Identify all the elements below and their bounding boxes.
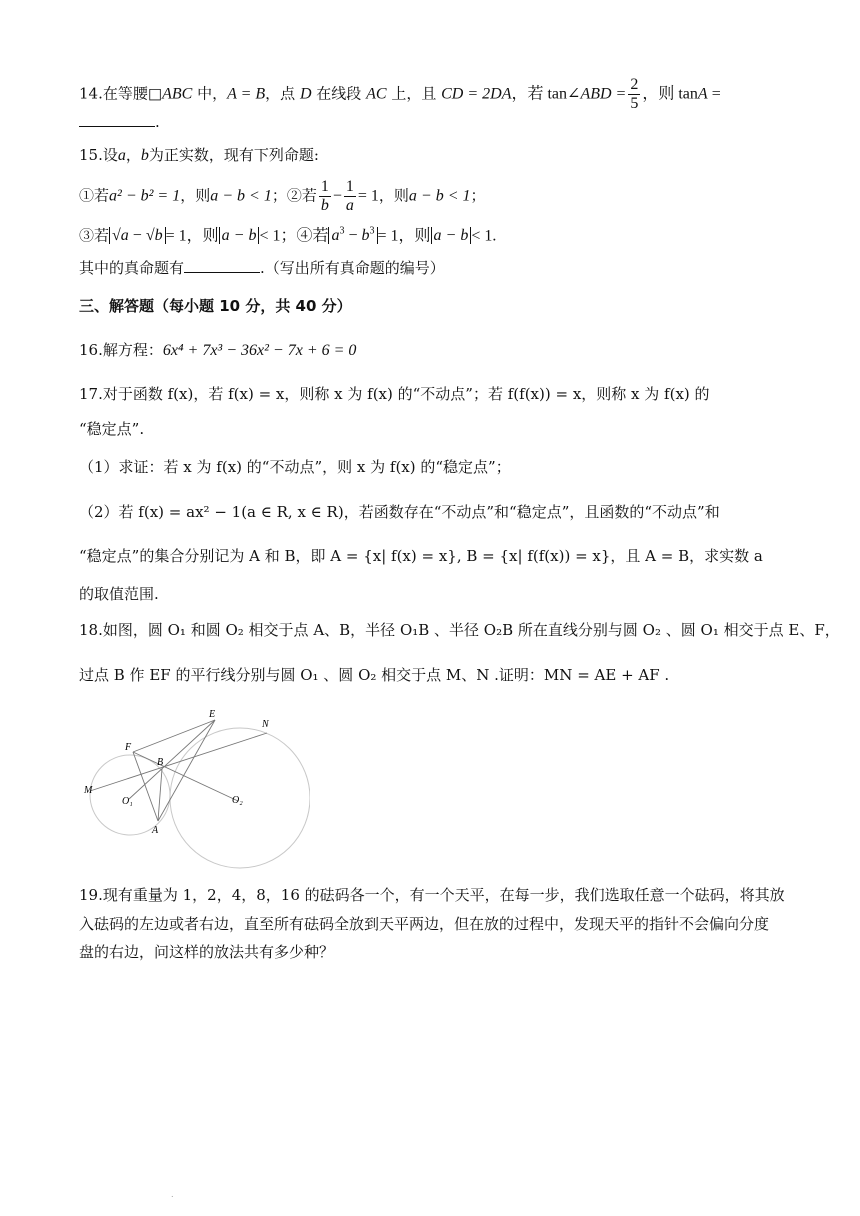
q15-text: ；②若: [271, 186, 317, 205]
q14-text: =: [707, 85, 721, 103]
line-ab: [158, 769, 162, 821]
question-16: [79, 340, 800, 361]
q15-text: < 1；④若: [259, 227, 329, 245]
label-n: N: [262, 719, 269, 730]
q15-math: a² − b² = 1: [109, 187, 181, 205]
q15-text: ①若: [79, 186, 110, 205]
q15-text: = 1，则: [377, 227, 431, 245]
q15-math: a − b < 1: [210, 187, 272, 205]
line-mn: [90, 733, 267, 791]
q14-point-d: D: [299, 85, 312, 103]
q15-text: ③若: [79, 226, 110, 245]
q15-text: 其中的真命题有: [79, 259, 185, 277]
q14-frac-num: 2: [630, 76, 639, 93]
line-fe: [133, 720, 215, 752]
q17-line: 的取值范围.: [79, 585, 159, 603]
geometry-figure: [80, 705, 310, 870]
q14-text: 在等腰: [102, 84, 148, 103]
q15-text: = 1，则: [165, 227, 219, 245]
label-b: B: [157, 757, 164, 768]
label-f: F: [125, 742, 132, 753]
q14-angle: ABD =: [580, 85, 627, 103]
answer-blank[interactable]: [79, 112, 155, 127]
q15-text: .（写出所有真命题的编号）: [260, 259, 445, 277]
q15-text: < 1.: [471, 227, 497, 245]
q15-ask: [79, 258, 800, 278]
section-heading: 三、解答题（每小题 10 分，共 40 分）: [79, 297, 352, 315]
q14-number: 14.: [79, 84, 103, 103]
q15-text: 15.设: [79, 146, 118, 164]
q14-box-glyph: □: [147, 84, 163, 103]
q17-part-2: （2）若 f(x) = ax² − 1(a ∈ R, x ∈ R)，若函数存在“不动点”和“稳定点”，且函数的“不动点”和: [79, 503, 720, 521]
q15-var: b: [140, 147, 149, 164]
q14-frac-den: 5: [630, 95, 639, 112]
q15-text: ；: [470, 186, 486, 205]
q15-abs-sqrt: √a − √b: [109, 227, 166, 244]
q14-fraction: [628, 76, 640, 113]
q14-text: 中，: [197, 84, 228, 103]
q15-abs-cube: $a^3 - b^3$: [328, 227, 377, 244]
answer-blank[interactable]: [184, 258, 260, 273]
q15-text: ，: [125, 146, 141, 164]
q19-line: 盘的右边，问这样的放法共有多少种？: [79, 943, 335, 961]
question-18: 18.如图，圆 O₁ 和圆 O₂ 相交于点 A、B，半径 O₁B 、半径 O₂B 所在直线分别与圆 O₂ 、圆 O₁ 相交于点 E、F，: [79, 621, 840, 639]
question-14: [79, 76, 800, 113]
q14-text: ，若 tan∠: [511, 85, 581, 103]
q14-triangle: ABC: [162, 85, 193, 103]
q14-answer-line: [79, 112, 800, 132]
q15-math: = 1: [357, 187, 379, 205]
frac-num: 1: [320, 178, 329, 195]
question-17: 17.对于函数 f(x)，若 f(x) = x，则称 x 为 f(x) 的“不动点”；若 f(f(x)) = x，则称 x 为 f(x) 的: [79, 385, 710, 403]
q17-line: “稳定点”.: [79, 420, 145, 438]
question-19: 19.现有重量为 1，2，4，8，16 的砝码各一个，有一个天平，在每一步，我们选取任意一个砝码，将其放: [79, 886, 785, 904]
q18-line: 过点 B 作 EF 的平行线分别与圆 O₁ 、圆 O₂ 相交于点 M、N .证明：MN = AE + AF .: [79, 666, 670, 684]
q15-fraction-2: [344, 178, 356, 215]
question-15: [79, 145, 800, 166]
q16-equation: 6x⁴ + 7x³ − 36x² − 7x + 6 = 0: [162, 342, 357, 359]
q14-end: .: [155, 113, 160, 131]
q15-math: a − b < 1: [408, 187, 471, 205]
label-m: M: [84, 785, 93, 796]
q15-propositions-3-4: [79, 222, 800, 246]
q15-text: 为正实数，现有下列命题:: [148, 146, 319, 164]
line-ea: [158, 720, 215, 821]
q15-abs-diff: a − b: [431, 227, 472, 244]
q15-text: ，则: [180, 186, 211, 205]
q15-abs-diff: a − b: [219, 227, 260, 244]
q14-condition: A = B: [227, 85, 266, 103]
q19-line: 入砝码的左边或者右边，直至所有砝码全放到天平两边，但在放的过程中，发现天平的指针不会偏向分度: [79, 915, 770, 933]
label-e: E: [209, 709, 216, 720]
q16-label: 16.解方程：: [79, 341, 163, 359]
label-o1: O₁: [122, 796, 133, 807]
q14-text: ，点: [265, 84, 296, 103]
label-a: A: [152, 825, 159, 836]
frac-den: a: [345, 197, 354, 214]
frac-den: b: [320, 197, 329, 214]
q14-text: 上，且: [391, 84, 437, 103]
label-o2: O₂: [232, 795, 243, 806]
q15-propositions-1-2: ①若a² − b² = 1，则a − b < 1；②若 $\frac{1}{b}$ − $\frac{1}{a}$ = 1，则a − b < 1；: [79, 178, 486, 214]
q14-ratio: CD = 2DA: [441, 85, 512, 103]
frac-num: 1: [345, 178, 354, 195]
q15-text: ，则: [378, 186, 409, 205]
q17-line: “稳定点”的集合分别记为 A 和 B，即 A = {x| f(x) = x}, B = {x| f(f(x)) = x}，且 A = B，求实数 a: [79, 547, 763, 565]
q15-fraction-1: [319, 178, 331, 215]
q14-segment: AC: [366, 85, 387, 103]
q14-text: ，则 tan: [642, 85, 698, 103]
q15-var: a: [117, 147, 126, 164]
footer-mark: .: [171, 1190, 174, 1199]
line-e-o1: [129, 720, 215, 799]
q17-part-1: （1）求证：若 x 为 f(x) 的“不动点”，则 x 为 f(x) 的“稳定点”；: [79, 458, 511, 476]
q14-text: 在线段: [316, 84, 362, 103]
q14-var-a: A: [697, 85, 708, 103]
